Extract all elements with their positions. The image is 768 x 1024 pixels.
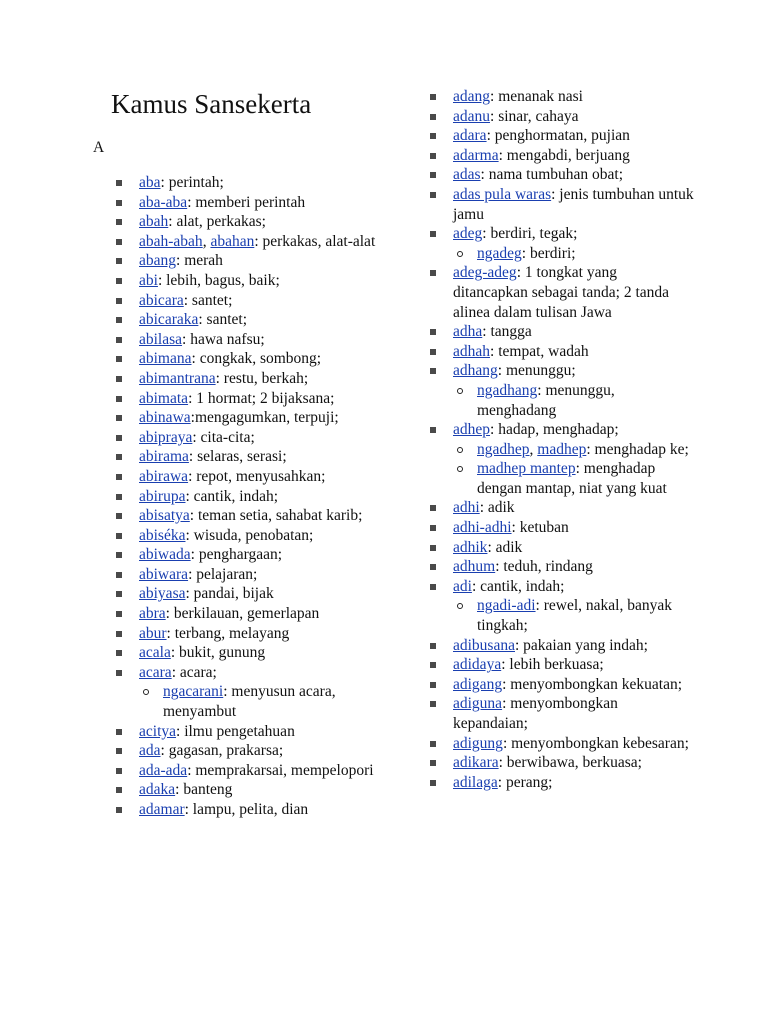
definition-text: : perintah; xyxy=(160,174,224,191)
term-link[interactable]: ngadhep xyxy=(477,440,530,458)
square-bullet-icon xyxy=(430,231,436,237)
term-link[interactable]: adamar xyxy=(139,801,185,818)
definition-text: : adik xyxy=(487,538,523,556)
term-link[interactable]: madhep mantep xyxy=(477,460,576,478)
term-link[interactable]: abi xyxy=(139,271,158,289)
dictionary-entry xyxy=(116,251,376,271)
definition-text: : restu, berkah; xyxy=(215,369,309,387)
dictionary-entry xyxy=(116,506,376,526)
square-bullet-icon xyxy=(116,239,122,245)
definition-text: : repot, menyusahkan; xyxy=(188,467,326,485)
square-bullet-icon xyxy=(116,807,122,813)
entry-list-right xyxy=(430,87,694,792)
square-bullet-icon xyxy=(116,787,122,793)
dictionary-entry xyxy=(116,428,376,448)
square-bullet-icon xyxy=(430,349,436,355)
dictionary-entry xyxy=(116,604,376,624)
term-separator: , xyxy=(202,232,211,250)
dictionary-entry xyxy=(430,675,694,695)
dictionary-entry xyxy=(430,263,694,322)
term-link[interactable]: abahan xyxy=(210,232,255,250)
dictionary-entry xyxy=(116,408,376,428)
dictionary-entry xyxy=(116,447,376,467)
term-link[interactable]: acara xyxy=(139,663,172,681)
dictionary-entry xyxy=(430,734,694,754)
square-bullet-icon xyxy=(430,505,436,511)
term-link[interactable]: adiguna xyxy=(453,695,503,713)
term-link[interactable]: adidaya xyxy=(453,656,502,674)
left-column xyxy=(116,173,376,820)
term-link[interactable]: adi xyxy=(453,577,472,595)
term-link[interactable]: adibusana xyxy=(453,636,515,654)
definition-text: : banteng xyxy=(175,781,233,799)
definition-text: : nama tumbuhan obat; xyxy=(480,166,624,184)
definition-text: : teduh, rindang xyxy=(495,558,593,576)
term-link[interactable]: abiyasa xyxy=(139,585,186,603)
square-bullet-icon xyxy=(116,572,122,578)
definition-text: : cantik, indah; xyxy=(185,487,279,505)
term-link[interactable]: aba xyxy=(139,174,161,191)
definition-text: : acara; xyxy=(171,663,217,681)
term-link[interactable]: ngadhang xyxy=(477,381,538,399)
square-bullet-icon xyxy=(116,219,122,225)
term-link[interactable]: abimantrana xyxy=(139,369,216,387)
term-link[interactable]: abilasa xyxy=(139,330,183,348)
term-link[interactable]: adhah xyxy=(453,342,491,360)
square-bullet-icon xyxy=(116,278,122,284)
circle-bullet-icon xyxy=(457,466,463,472)
dictionary-entry xyxy=(430,185,694,224)
square-bullet-icon xyxy=(116,611,122,617)
dictionary-subentry xyxy=(430,440,694,460)
square-bullet-icon xyxy=(116,396,122,402)
dictionary-subentry xyxy=(430,381,694,420)
term-link[interactable]: abipraya xyxy=(139,428,193,446)
term-link[interactable]: adilaga xyxy=(453,773,498,791)
term-link[interactable]: abinawa xyxy=(139,409,191,427)
square-bullet-icon xyxy=(116,317,122,323)
dictionary-entry xyxy=(430,694,694,733)
term-link[interactable]: abang xyxy=(139,252,177,270)
definition-text: : adik xyxy=(479,499,515,517)
square-bullet-icon xyxy=(116,533,122,539)
definition-text: : congkak, sombong; xyxy=(191,350,322,368)
term-link[interactable]: abicaraka xyxy=(139,311,199,329)
circle-bullet-icon xyxy=(457,251,463,257)
term-link[interactable]: ngacarani xyxy=(163,683,224,701)
definition-text: : gagasan, prakarsa; xyxy=(160,742,284,760)
circle-bullet-icon xyxy=(457,388,463,394)
definition-text: : bukit, gunung xyxy=(170,644,266,662)
square-bullet-icon xyxy=(430,172,436,178)
dictionary-entry xyxy=(430,420,694,440)
term-link[interactable]: adhi xyxy=(453,499,480,517)
term-link[interactable]: adeg xyxy=(453,225,483,243)
square-bullet-icon xyxy=(116,650,122,656)
definition-text: : menyombongkan kebesaran; xyxy=(502,734,689,752)
term-link[interactable]: ngadeg xyxy=(477,244,522,262)
term-link[interactable]: abur xyxy=(139,624,167,642)
dictionary-entry xyxy=(116,624,376,644)
definition-text: : sinar, cahaya xyxy=(490,107,579,125)
definition-text: : teman setia, sahabat karib; xyxy=(189,507,363,525)
square-bullet-icon xyxy=(430,780,436,786)
definition-text: : penghormatan, pujian xyxy=(486,127,630,145)
dictionary-entry xyxy=(430,538,694,558)
definition-text: : jenis tumbuhan untuk jamu xyxy=(453,185,694,223)
term-link[interactable]: adigang xyxy=(453,675,503,693)
definition-text: : cita-cita; xyxy=(192,428,255,446)
square-bullet-icon xyxy=(430,564,436,570)
dictionary-entry xyxy=(430,322,694,342)
dictionary-entry xyxy=(116,330,376,350)
dictionary-entry xyxy=(430,655,694,675)
square-bullet-icon xyxy=(116,474,122,480)
term-link[interactable]: abicara xyxy=(139,291,184,309)
sub-entry-list xyxy=(430,381,694,420)
definition-text: : lebih berkuasa; xyxy=(501,656,604,674)
dictionary-entry xyxy=(430,342,694,362)
term-link[interactable]: ada-ada xyxy=(139,761,188,779)
term-link[interactable]: abimana xyxy=(139,350,192,368)
dictionary-entry xyxy=(116,545,376,565)
definition-text: : perang; xyxy=(497,773,553,791)
term-link[interactable]: adha xyxy=(453,323,483,341)
dictionary-entry xyxy=(116,761,376,781)
term-link[interactable]: adas pula waras xyxy=(453,185,552,203)
term-link[interactable]: adhep xyxy=(453,421,491,439)
square-bullet-icon xyxy=(430,368,436,374)
square-bullet-icon xyxy=(116,494,122,500)
dictionary-entry xyxy=(116,741,376,761)
term-separator: , xyxy=(529,440,538,458)
dictionary-entry xyxy=(116,212,376,232)
definition-text: : berdiri; xyxy=(521,244,576,262)
definition-text: : pakaian yang indah; xyxy=(514,636,648,654)
square-bullet-icon xyxy=(430,114,436,120)
dictionary-subentry xyxy=(430,459,694,498)
dictionary-entry xyxy=(430,87,694,107)
term-link[interactable]: adas xyxy=(453,166,481,184)
definition-text: : penghargaan; xyxy=(190,546,283,564)
term-link[interactable]: acitya xyxy=(139,722,177,740)
definition-text: : pelajaran; xyxy=(188,565,258,583)
dictionary-entry xyxy=(116,310,376,330)
term-link[interactable]: acala xyxy=(139,644,171,662)
dictionary-entry xyxy=(430,361,694,381)
term-link[interactable]: abiséka xyxy=(139,526,186,544)
dictionary-entry xyxy=(116,800,376,820)
definition-text: : menyombongkan kepandaian; xyxy=(453,695,618,732)
definition-text: : ilmu pengetahuan xyxy=(176,722,295,740)
term-link[interactable]: abra xyxy=(139,605,166,623)
dictionary-entry xyxy=(430,557,694,577)
dictionary-entry xyxy=(116,467,376,487)
dictionary-entry xyxy=(116,565,376,585)
definition-text: : menyusun acara, menyambut xyxy=(163,683,336,721)
square-bullet-icon xyxy=(430,192,436,198)
entry-list-left xyxy=(116,173,376,820)
term-link[interactable]: adhik xyxy=(453,538,488,556)
square-bullet-icon xyxy=(116,631,122,637)
dictionary-entry xyxy=(430,753,694,773)
definition-text: : memberi perintah xyxy=(187,193,306,211)
dictionary-entry xyxy=(116,271,376,291)
definition-text: : mengabdi, berjuang xyxy=(498,146,630,164)
dictionary-entry xyxy=(116,193,376,213)
square-bullet-icon xyxy=(116,768,122,774)
definition-text: : lampu, pelita, dian xyxy=(184,801,309,818)
square-bullet-icon xyxy=(430,584,436,590)
term-link[interactable]: adarma xyxy=(453,146,499,164)
definition-text: : menunggu; xyxy=(497,362,576,380)
definition-text: : merah xyxy=(176,252,223,270)
term-link[interactable]: adigung xyxy=(453,734,503,752)
square-bullet-icon xyxy=(430,133,436,139)
definition-text: : berdiri, tegak; xyxy=(482,225,578,243)
dictionary-entry xyxy=(116,643,376,663)
square-bullet-icon xyxy=(116,200,122,206)
term-link[interactable]: aba-aba xyxy=(139,193,188,211)
square-bullet-icon xyxy=(116,180,122,186)
right-column xyxy=(430,87,694,792)
sub-entry-list xyxy=(430,596,694,635)
dictionary-entry xyxy=(116,722,376,742)
dictionary-entry xyxy=(116,349,376,369)
square-bullet-icon xyxy=(430,94,436,100)
definition-text: : tempat, wadah xyxy=(490,342,589,360)
square-bullet-icon xyxy=(116,729,122,735)
definition-text: :mengagumkan, terpuji; xyxy=(190,409,339,427)
dictionary-entry xyxy=(116,389,376,409)
square-bullet-icon xyxy=(116,376,122,382)
dictionary-entry xyxy=(430,498,694,518)
page-title: Kamus Sansekerta xyxy=(111,89,312,119)
term-link[interactable]: abirawa xyxy=(139,467,189,485)
term-link[interactable]: adhang xyxy=(453,362,498,380)
square-bullet-icon xyxy=(430,760,436,766)
circle-bullet-icon xyxy=(143,689,149,695)
definition-text: : berwibawa, berkuasa; xyxy=(498,754,642,772)
dictionary-entry xyxy=(116,663,376,683)
dictionary-entry xyxy=(116,173,376,193)
definition-text: : selaras, serasi; xyxy=(188,448,287,466)
definition-text: : hawa nafsu; xyxy=(182,330,265,348)
definition-text: : hadap, menghadap; xyxy=(490,421,619,439)
square-bullet-icon xyxy=(116,454,122,460)
term-link[interactable]: adeg-adeg xyxy=(453,264,517,282)
term-link[interactable]: abiwara xyxy=(139,565,189,583)
term-link[interactable]: abah xyxy=(139,213,169,231)
definition-text: : santet; xyxy=(198,311,248,329)
square-bullet-icon xyxy=(430,662,436,668)
definition-text: : alat, perkakas; xyxy=(168,213,266,231)
square-bullet-icon xyxy=(430,525,436,531)
definition-text: : cantik, indah; xyxy=(471,577,565,595)
dictionary-entry xyxy=(430,224,694,244)
dictionary-subentry xyxy=(430,596,694,635)
term-link[interactable]: adikara xyxy=(453,754,499,772)
square-bullet-icon xyxy=(430,329,436,335)
term-link[interactable]: abirupa xyxy=(139,487,186,505)
square-bullet-icon xyxy=(430,643,436,649)
term-link[interactable]: abisatya xyxy=(139,507,190,525)
definition-text: : 1 tongkat yang ditancapkan sebagai tanda; 2 tanda alinea dalam tulisan Jawa xyxy=(453,264,670,321)
dictionary-entry xyxy=(116,487,376,507)
square-bullet-icon xyxy=(116,415,122,421)
definition-text: : ketuban xyxy=(511,519,569,537)
square-bullet-icon xyxy=(116,337,122,343)
sub-entry-list xyxy=(430,440,694,499)
square-bullet-icon xyxy=(430,682,436,688)
sub-entry-list xyxy=(116,682,376,721)
definition-text: : 1 hormat; 2 bijaksana; xyxy=(188,389,335,407)
square-bullet-icon xyxy=(116,591,122,597)
square-bullet-icon xyxy=(116,513,122,519)
term-link[interactable]: adhi-adhi xyxy=(453,519,512,537)
square-bullet-icon xyxy=(116,670,122,676)
dictionary-entry xyxy=(116,584,376,604)
definition-text: : rewel, nakal, banyak tingkah; xyxy=(477,597,672,635)
dictionary-entry xyxy=(116,232,376,252)
section-letter: A xyxy=(93,139,105,156)
dictionary-entry xyxy=(116,369,376,389)
dictionary-entry xyxy=(116,526,376,546)
definition-text: : terbang, melayang xyxy=(166,624,290,642)
term-link[interactable]: ada xyxy=(139,742,161,760)
definition-text: : wisuda, penobatan; xyxy=(185,526,314,544)
dictionary-entry xyxy=(430,773,694,793)
dictionary-entry xyxy=(430,577,694,597)
dictionary-entry xyxy=(116,291,376,311)
dictionary-entry xyxy=(116,780,376,800)
circle-bullet-icon xyxy=(457,447,463,453)
definition-text: : lebih, bagus, baik; xyxy=(157,271,280,289)
dictionary-entry xyxy=(430,165,694,185)
square-bullet-icon xyxy=(430,741,436,747)
dictionary-entry xyxy=(430,107,694,127)
term-link[interactable]: adhum xyxy=(453,558,496,576)
term-link[interactable]: ngadi-adi xyxy=(477,597,536,615)
dictionary-entry xyxy=(430,126,694,146)
definition-text: : santet; xyxy=(183,291,233,309)
definition-text: : menghadap ke; xyxy=(586,440,689,458)
term-link[interactable]: abimata xyxy=(139,389,189,407)
definition-text: : menyombongkan kekuatan; xyxy=(502,675,683,693)
term-link[interactable]: madhep xyxy=(537,440,587,458)
term-link[interactable]: adanu xyxy=(453,107,491,125)
definition-text: : tangga xyxy=(482,323,532,341)
square-bullet-icon xyxy=(430,545,436,551)
dictionary-subentry xyxy=(116,682,376,721)
square-bullet-icon xyxy=(116,356,122,362)
term-link[interactable]: adara xyxy=(453,127,487,145)
term-link[interactable]: abiwada xyxy=(139,546,191,564)
dictionary-entry xyxy=(430,518,694,538)
square-bullet-icon xyxy=(116,435,122,441)
term-link[interactable]: abirama xyxy=(139,448,189,466)
dictionary-entry xyxy=(430,636,694,656)
sub-entry-list xyxy=(430,244,694,264)
square-bullet-icon xyxy=(116,748,122,754)
square-bullet-icon xyxy=(116,552,122,558)
definition-text: : menghadap dengan mantap, niat yang kuat xyxy=(477,460,667,497)
definition-text: : berkilauan, gemerlapan xyxy=(165,605,320,623)
definition-text: : menunggu, menghadang xyxy=(477,381,615,419)
definition-text: : perkakas, alat-alat xyxy=(254,232,376,250)
dictionary-entry xyxy=(430,146,694,166)
square-bullet-icon xyxy=(430,427,436,433)
definition-text: : pandai, bijak xyxy=(185,585,274,603)
dictionary-subentry xyxy=(430,244,694,264)
definition-text: : menanak nasi xyxy=(490,88,583,105)
square-bullet-icon xyxy=(430,153,436,159)
term-link[interactable]: abah-abah xyxy=(139,232,203,250)
square-bullet-icon xyxy=(430,701,436,707)
term-link[interactable]: adang xyxy=(453,88,491,105)
circle-bullet-icon xyxy=(457,603,463,609)
definition-text: : memprakarsai, mempelopori xyxy=(187,761,374,779)
square-bullet-icon xyxy=(116,298,122,304)
term-link[interactable]: adaka xyxy=(139,781,176,799)
square-bullet-icon xyxy=(430,270,436,276)
square-bullet-icon xyxy=(116,258,122,264)
